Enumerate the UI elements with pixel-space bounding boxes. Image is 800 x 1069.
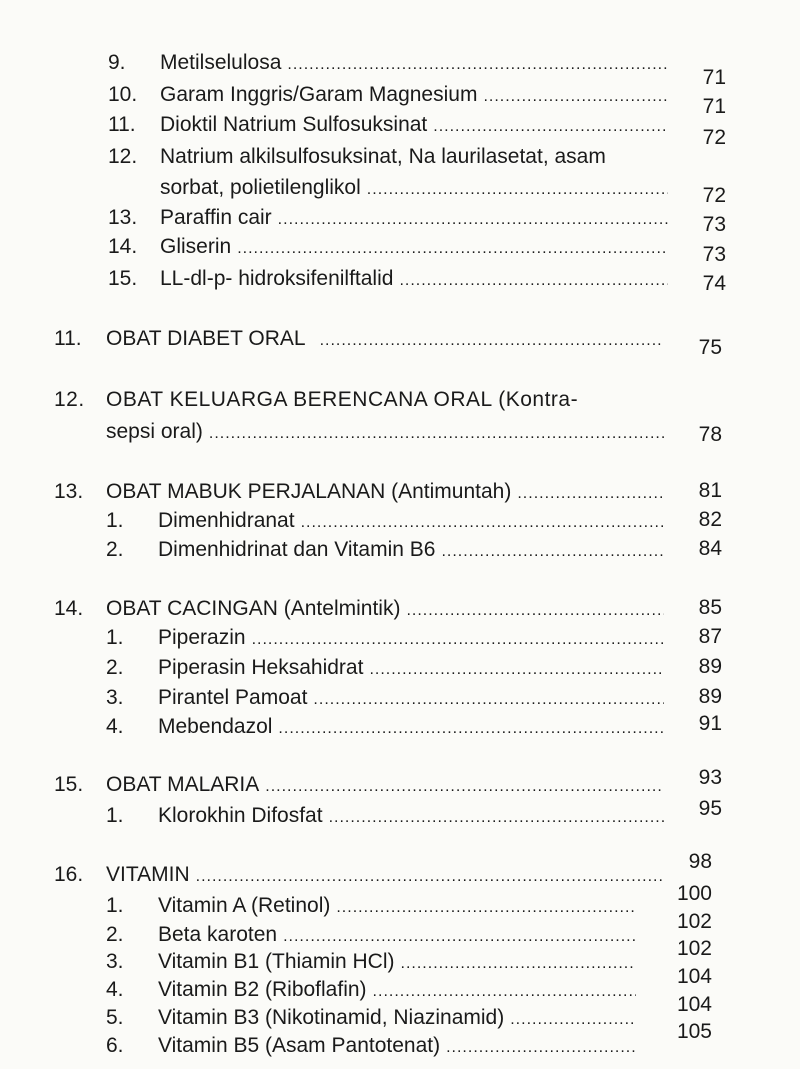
entry-label: Mebendazol (158, 715, 273, 738)
toc-entry[interactable] (108, 112, 672, 140)
dot-leader (209, 421, 664, 447)
toc-entry[interactable] (108, 82, 672, 110)
dot-leader (373, 979, 636, 1005)
entry-label: Natrium alkilsulfosuksinat, Na laurilasetat, asam (160, 145, 606, 168)
entry-number: 4. (106, 715, 124, 738)
toc-entry-continued[interactable] (160, 175, 672, 203)
toc-section[interactable] (54, 596, 668, 624)
dot-leader (313, 687, 664, 713)
entry-number: 13. (108, 206, 138, 229)
entry-number: 14. (108, 235, 138, 258)
toc-entry[interactable] (106, 922, 640, 950)
entry-number: 3. (106, 686, 124, 709)
dot-leader (517, 481, 664, 507)
entry-page: 100 (676, 882, 712, 905)
toc-section[interactable] (54, 479, 668, 507)
toc-entry[interactable] (106, 625, 668, 653)
toc-section-continued[interactable] (106, 419, 668, 447)
entry-number: 6. (106, 1034, 124, 1057)
section-label-continued: sepsi oral) (106, 420, 203, 443)
dot-leader (336, 895, 636, 921)
entry-label: Paraffin cair (160, 206, 272, 229)
entry-label: Pirantel Pamoat (158, 686, 308, 709)
section-label: OBAT MALARIA (106, 773, 260, 796)
entry-number: 10. (108, 83, 138, 106)
entry-number: 3. (106, 950, 124, 973)
entry-number: 9. (108, 51, 126, 74)
entry-page: 72 (702, 184, 726, 207)
toc-entry[interactable] (106, 655, 668, 683)
section-number: 16. (54, 863, 84, 886)
entry-page: 89 (698, 685, 722, 708)
section-label: OBAT MABUK PERJALANAN (Antimuntah) (106, 480, 512, 503)
dot-leader (483, 84, 668, 110)
dot-leader (265, 774, 664, 800)
dot-leader (406, 598, 664, 624)
entry-page: 104 (676, 993, 712, 1016)
entry-page: 74 (702, 272, 726, 295)
toc-section[interactable] (54, 387, 674, 413)
dot-leader (441, 539, 664, 565)
section-number: 15. (54, 773, 84, 796)
entry-number: 5. (106, 1006, 124, 1029)
dot-leader (278, 716, 664, 742)
entry-label: Vitamin A (Retinol) (158, 894, 331, 917)
entry-number: 12. (108, 145, 138, 168)
dot-leader (283, 924, 636, 950)
dot-leader (301, 510, 664, 536)
entry-label: Piperasin Heksahidrat (158, 656, 364, 679)
dot-leader (369, 657, 664, 683)
section-label: OBAT KELUARGA BERENCANA ORAL (Kontra- (106, 388, 579, 411)
toc-entry[interactable] (108, 266, 672, 294)
entry-label-continued: sorbat, polietilenglikol (160, 176, 361, 199)
entry-page: 73 (702, 243, 726, 266)
entry-page: 82 (698, 508, 722, 531)
entry-label: Dimenhidranat (158, 509, 295, 532)
section-page: 93 (698, 766, 722, 789)
section-page: 75 (698, 336, 722, 359)
entry-number: 4. (106, 978, 124, 1001)
entry-number: 2. (106, 656, 124, 679)
entry-page: 91 (698, 712, 722, 735)
entry-label: Metilselulosa (160, 51, 282, 74)
section-label: OBAT DIABET ORAL (106, 327, 306, 350)
toc-entry[interactable] (106, 685, 668, 713)
toc-entry[interactable] (106, 977, 640, 1005)
toc-section[interactable] (54, 326, 668, 354)
entry-number: 1. (106, 894, 124, 917)
section-number: 14. (54, 597, 84, 620)
entry-page: 102 (676, 937, 712, 960)
dot-leader (237, 236, 668, 262)
section-label: VITAMIN (106, 863, 190, 886)
entry-number: 1. (106, 804, 124, 827)
entry-number: 2. (106, 538, 124, 561)
toc-entry[interactable] (108, 205, 672, 233)
entry-label: Garam Inggris/Garam Magnesium (160, 83, 478, 106)
entry-page: 104 (676, 965, 712, 988)
dot-leader (287, 52, 668, 78)
entry-page: 105 (676, 1020, 712, 1043)
toc-entry[interactable] (106, 537, 668, 565)
entry-page: 102 (676, 910, 712, 933)
toc-entry[interactable] (108, 50, 672, 78)
entry-label: Vitamin B3 (Nikotinamid, Niazinamid) (158, 1006, 505, 1029)
entry-label: Vitamin B2 (Riboflafin) (158, 978, 367, 1001)
dot-leader (446, 1035, 636, 1061)
section-number: 13. (54, 480, 84, 503)
dot-leader (320, 328, 664, 354)
section-page: 85 (698, 596, 722, 619)
entry-page: 84 (698, 537, 722, 560)
entry-number: 11. (108, 113, 136, 136)
entry-number: 1. (106, 509, 124, 532)
toc-entry[interactable] (108, 144, 672, 170)
dot-leader (252, 627, 664, 653)
dot-leader (367, 177, 668, 203)
toc-entry[interactable] (106, 1033, 640, 1061)
entry-page: 72 (702, 126, 726, 149)
toc-entry[interactable] (106, 714, 668, 742)
entry-page: 87 (698, 625, 722, 648)
entry-page: 71 (702, 95, 726, 118)
entry-page: 71 (702, 66, 726, 89)
dot-leader (196, 864, 664, 890)
entry-page: 95 (698, 797, 722, 820)
dot-leader (433, 114, 668, 140)
toc-entry[interactable] (106, 1005, 640, 1033)
entry-number: 2. (106, 923, 124, 946)
entry-label: Klorokhin Difosfat (158, 804, 323, 827)
toc-entry[interactable] (106, 508, 668, 536)
dot-leader (401, 951, 636, 977)
entry-label: Vitamin B5 (Asam Pantotenat) (158, 1034, 441, 1057)
entry-page: 73 (702, 213, 726, 236)
entry-label: Beta karoten (158, 923, 278, 946)
entry-label: Gliserin (160, 235, 232, 258)
toc-entry[interactable] (108, 234, 672, 262)
section-number: 12. (54, 388, 85, 411)
entry-page: 89 (698, 655, 722, 678)
dot-leader (278, 207, 668, 233)
entry-label: Vitamin B1 (Thiamin HCl) (158, 950, 395, 973)
section-label: OBAT CACINGAN (Antelmintik) (106, 597, 401, 620)
entry-label: Dimenhidrinat dan Vitamin B6 (158, 538, 436, 561)
section-number: 11. (54, 327, 82, 350)
entry-label: LL-dl-p- hidroksifenilftalid (160, 267, 394, 290)
dot-leader (399, 268, 668, 294)
section-page: 81 (698, 479, 722, 502)
toc-entry[interactable] (106, 949, 640, 977)
dot-leader (329, 805, 664, 831)
entry-number: 15. (108, 267, 138, 290)
section-page: 78 (698, 423, 722, 446)
entry-label: Piperazin (158, 626, 246, 649)
entry-label: Dioktil Natrium Sulfosuksinat (160, 113, 428, 136)
toc-entry[interactable] (106, 803, 668, 831)
toc-entry[interactable] (106, 893, 640, 921)
toc-section[interactable] (54, 772, 668, 800)
section-page: 98 (688, 850, 712, 873)
toc-section[interactable] (54, 862, 668, 890)
entry-number: 1. (106, 626, 124, 649)
dot-leader (510, 1007, 636, 1033)
